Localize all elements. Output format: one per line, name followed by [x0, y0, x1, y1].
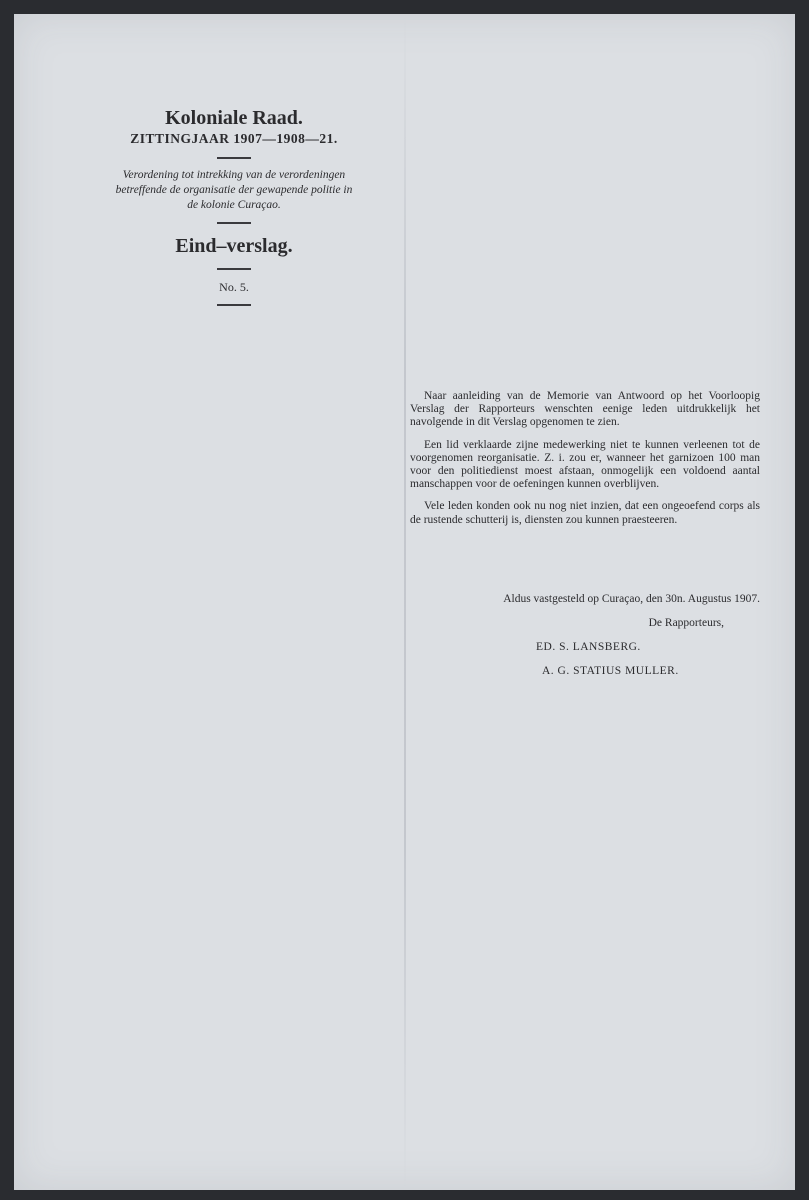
- document-header: [114, 106, 354, 315]
- body-paragraph: Vele leden konden ook nu nog niet inzien, dat een ongeoefend corps als de rustende schutterij is, diensten zou kunnen praesteeren.: [410, 500, 760, 526]
- closing-block: [410, 592, 760, 678]
- signatory-name: ED. S. LANSBERG.: [536, 641, 641, 653]
- subject-divider: [217, 222, 251, 224]
- ordinance-subject: Verordening tot intrekking van de verordeningen betreffende de organisatie der gewapende politie in de kolonie Curaçao.: [115, 169, 353, 211]
- report-divider: [217, 268, 251, 270]
- report-body: [410, 390, 760, 536]
- body-paragraph: Een lid verklaarde zijne medewerking niet te kunnen verleenen tot de voorgenomen reorganisatie. Z. i. zou er, wanneer het garnizoen 100 man voor den politiedienst moest afstaan, onmogelijk een voldoend aantal manschappen voor de oefeningen kunnen overblijven.: [410, 438, 760, 491]
- session-year: ZITTINGJAAR 1907—1908—21.: [130, 131, 338, 146]
- header-divider: [217, 157, 251, 159]
- council-title: Koloniale Raad.: [165, 107, 303, 129]
- document-number: No. 5.: [219, 280, 249, 294]
- number-divider: [217, 304, 251, 306]
- document-page: [14, 14, 795, 1190]
- report-type: Eind–verslag.: [175, 235, 293, 257]
- body-paragraph: Naar aanleiding van de Memorie van Antwoord op het Voorloopig Verslag der Rapporteurs wenschten eenige leden uitdrukkelijk het navolgende in dit Verslag opgenomen te zien.: [410, 390, 760, 429]
- page-fold: [404, 14, 406, 1190]
- signatory-name: A. G. STATIUS MULLER.: [542, 665, 679, 677]
- date-line: Aldus vastgesteld op Curaçao, den 30n. Augustus 1907.: [503, 593, 760, 605]
- rapporteurs-label: De Rapporteurs,: [648, 617, 724, 629]
